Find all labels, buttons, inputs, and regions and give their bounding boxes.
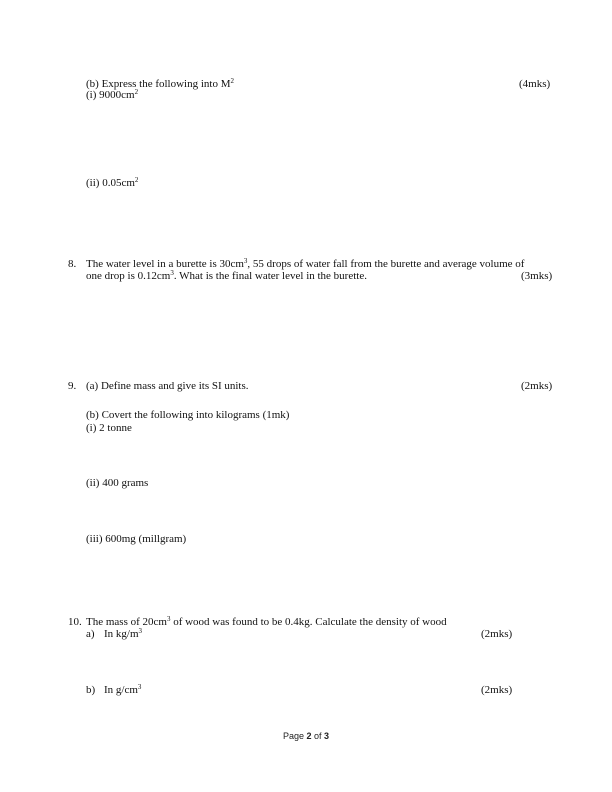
page-of: of [311, 731, 325, 741]
page-footer [0, 731, 612, 741]
superscript: 2 [134, 176, 139, 184]
q8-text: , 55 drops of water fall from the burette and average volume of [247, 258, 525, 270]
q7b-ii-text: (ii) 0.05cm [86, 177, 135, 189]
page-label: Page [282, 731, 307, 741]
q9-b: (b) Covert the following into kilograms (1mk) [86, 409, 290, 421]
q8-text: The water level in a burette is 30cm [86, 258, 244, 270]
q9-number: 9. [68, 380, 77, 392]
superscript: 2 [134, 88, 139, 96]
q10-text: of wood was found to be 0.4kg. Calculate the density of wood [170, 616, 447, 628]
q10-b [86, 684, 141, 696]
page-current: 2 [306, 731, 312, 741]
q7b-i [86, 89, 138, 101]
q9-a-marks: (2mks) [521, 380, 553, 392]
q8-number: 8. [68, 258, 77, 270]
q9-b-i: (i) 2 tonne [86, 422, 132, 434]
superscript: 3 [170, 269, 174, 277]
superscript: 2 [230, 77, 235, 85]
q7b-heading-text: (b) Express the following into M [86, 78, 231, 90]
q8-line1 [68, 258, 524, 270]
q9-a [68, 380, 249, 392]
q10-a [86, 628, 142, 640]
page-total: 3 [324, 731, 330, 741]
q10-a-label: a) [86, 628, 95, 640]
q10-a-text: In kg/m [104, 628, 139, 640]
q10-b-marks: (2mks) [481, 684, 513, 696]
q10-stem [68, 616, 447, 628]
q10-a-marks: (2mks) [481, 628, 513, 640]
superscript: 3 [138, 627, 143, 635]
q8-text: . What is the final water level in the burette. [173, 270, 367, 282]
superscript: 3 [243, 257, 248, 265]
q8-text: one drop is 0.12cm [86, 270, 171, 282]
q7b-marks: (4mks) [519, 78, 551, 90]
q10-b-text: In g/cm [104, 684, 138, 696]
superscript: 3 [166, 615, 171, 623]
q8-line2 [86, 270, 367, 282]
q8-marks: (3mks) [521, 270, 553, 282]
q10-number: 10. [68, 616, 82, 628]
q7b-ii [86, 177, 138, 189]
q9-b-ii: (ii) 400 grams [86, 477, 149, 489]
q10-text: The mass of 20cm [86, 616, 167, 628]
q7b-i-text: (i) 9000cm [86, 89, 135, 101]
q9-a-text: (a) Define mass and give its SI units. [86, 380, 249, 392]
q9-b-iii: (iii) 600mg (millgram) [86, 533, 187, 545]
q10-b-label: b) [86, 684, 96, 696]
superscript: 3 [137, 683, 142, 691]
